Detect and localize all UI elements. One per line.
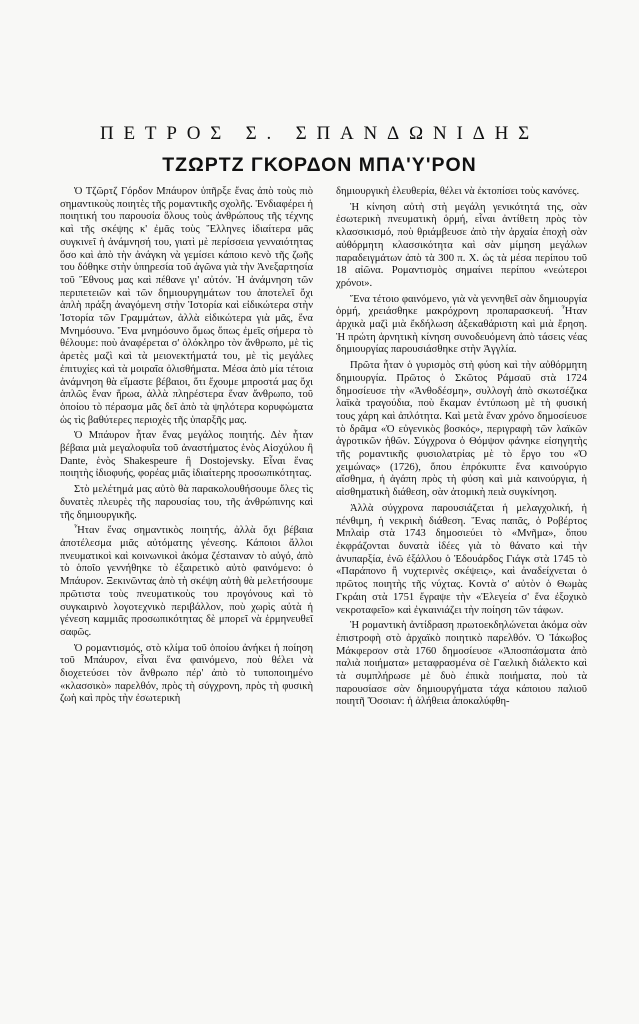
- right-column: [336, 186, 587, 712]
- paragraph: Ὁ Τζῶρτζ Γόρδον Μπάυρον ὑπῆρξε ἕνας ἀπὸ τοὺς πιὸ σημαντικοὺς ποιητὲς τῆς ρομαντικῆς σχολῆς. Ἐνδιαφέρει ἡ ποιητική του παρουσία ὅλους τοὺς ἀνθρώπους τῆς τέχνης καὶ τῆς σκέψης κ' ἐμᾶς τοὺς Ἕλληνες ἰδιαίτερα μᾶς συγκινεῖ ἡ ἀνάμνησή του, γιατὶ μὲ περίσσεια γενναιότητας ὅσο καὶ ἀπὸ τὴν ἀνάγκη νὰ γεμίσει κάποιο κενὸ τῆς ζωῆς του δόθηκε στὴν ὑπηρεσία τοῦ ἀγῶνα γιὰ τὴν Ἀνεξαρτησία τοῦ Ἔθνους μας καὶ πέθανε γι' αὐτόν. Ἡ ἀνάμνηση τῶν περιπετειῶν καὶ τῶν δημιουργημάτων του ἀποτελεῖ ὄχι ἁπλὴ πράξη ἀναγόμενη στὴν Ἱστορία καὶ εἰδικώτερα στὴν Ἱστορία τῶν Γραμμάτων, ἀλλὰ εἰδικώτερα γιὰ μᾶς, ἕνα Μνημόσυνο. Ἕνα μνημόσυνο ὅμως ὅπως ἐμεῖς σήμερα τὸ θέλουμε: ποὺ ἀναφέρεται σ' ὁλόκληρο τὸν ἄνθρωπο, μὲ τὶς ἀρετὲς μαζὶ καὶ τὰ μειονεκτήματά του, μὲ τὶς μεγάλες ἐπιτυχίες καὶ τὰ μοιραῖα ὀλισθήματα. Μέσα ἀπὸ μία τέτοια ἀνάμνηση θὰ εἴμαστε βέβαιοι, ὅτι ἔχουμε μπροστά μας ὄχι ἁπλῶς ἕναν ἥρωα, ἀλλὰ πληρέστερα ἕναν ἄνθρωπο, τοῦ ὁποίου τὸ πέρασμα μᾶς δεῖ ἀπὸ τὰ ψηλότερα κορυφώματα ὡς τὶς βαθύτερες περιοχὲς τῆς ὑπαρξῆς μας.: [60, 186, 313, 426]
- paragraph: Ἡ κίνηση αὐτὴ στὴ μεγάλη γενικότητά της, σὰν ἐσωτερικὴ πνευματικὴ ὁρμή, εἶναι ἀντίθετη πρὸς τὸν κλασσικισμό, ποὺ θριάμβευσε ἀπὸ τὴν ἀρχαία ἐποχὴ σὰν αὐθόρμητη κλασσικότητα καὶ σὰν μίμηση μεγάλων παραδειγμάτων ἀπὸ τὰ 300 π. Χ. ὡς τὰ μέσα περίπου τοῦ 18 αἰῶνα. Ρομαντισμὸς σημαίνει περίπου «νεώτεροι χρόνοι».: [336, 201, 587, 289]
- paragraph: Στὸ μελέτημά μας αὐτὸ θὰ παρακολουθήσουμε ὅλες τὶς δυνατὲς πλευρὲς τῆς παρουσίας του, τῆς ἀνθρώπινης καὶ τῆς δημιουργικῆς.: [60, 484, 313, 521]
- paragraph: Ἕνα τέτοιο φαινόμενο, γιὰ νὰ γεννηθεῖ σὰν δημιουργία ὁρμή, χρειάσθηκε μακρόχρονη προπαρασκευή. Ἦταν ἀρχικὰ μαζὶ μιὰ ἔκδήλωση ἀξεκαθάριστη καὶ μιὰ ἔρηση. Ἡ πρώτη ἀρνητικὴ κίνηση συνοδευόμενη ἀπὸ τάσεις νέας δημιουργίας παρουσιάσθηκε στὴν Ἀγγλία.: [336, 293, 587, 356]
- paragraph: Ἦταν ἕνας σημαντικὸς ποιητής, ἀλλὰ ὄχι βέβαια ἀποτέλεσμα μιᾶς αὐτόματης γένεσης. Κάποιοι ἄλλοι πνευματικοὶ καὶ κοινωνικοὶ ἀκόμα ζέσταιναν τὸ αὐγό, ἀπὸ τὸ ὁποῖο γεννήθηκε τὸ ἐξαιρετικὸ αὐτὸ φαινόμενο: ὁ Μπάυρον. Ξεκινῶντας ἀπὸ τὴ σκέψη αὐτὴ θὰ μελετήσουμε πρῶτιστα τοὺς πνευματικοὺς του προγόνους καὶ τὸ συγκαιρινὸ λογοτεχνικὸ περιβάλλον, ποὺ χωρὶς αὐτὰ ἡ γένεση καμμιᾶς προσωπικότητας δὲ μπορεῖ νὰ ἑρμηνευθεῖ σαφῶς.: [60, 525, 313, 638]
- paragraph: Ὁ Μπάυρον ἦταν ἕνας μεγάλος ποιητής. Δὲν ἦταν βέβαια μιὰ μεγαλοφυΐα τοῦ ἀναστήματος ἑνὸς Αἰσχύλου ἢ Dante, ἑνὸς Shakespeure ἢ Dostojevsky. Εἶναι ἕνας ποιητὴς ἰδιοφυής, φορέας μιᾶς ἰδιαίτερης προσωπικότητας.: [60, 430, 313, 480]
- author-name: ΠΕΤΡΟΣ Σ. ΣΠΑΝΔΩΝΙΔΗΣ: [100, 123, 539, 144]
- paragraph: Ὁ ρομαντισμός, στὸ κλίμα τοῦ ὁποίου ἀνήκει ἡ ποίηση τοῦ Μπάυρον, εἶναι ἕνα φαινόμενο, ποὺ θέλει νὰ διοχετεύσει τὸν ἄνθρωπο πέρ' ἀπὸ τὸ τυποποιημένο «κλασσικὸ» παρελθόν, πρὸς τὴ σύγχρονη, πρὸς τὴ φυσικὴ ζωὴ καὶ πρὸς τὴν ἐσωτερικὴ: [60, 642, 313, 705]
- paragraph: Πρῶτα ἦταν ὁ γυρισμὸς στὴ φύση καὶ τὴν αὐθόρμητη δημιουργία. Πρῶτος ὁ Σκῶτος Ράμσαϋ στὰ 1724 δημοσίευσε τὴν «Ἀνθοδέσμη», συλλογὴ ἀπὸ σκωτσέζικα λαϊκὰ τραγούδια, ποὺ ἔκαμαν ἐντύπωση μὲ τὴ φυσική τους χάρη καὶ ἀπλότητα. Καὶ μετὰ ἕναν χρόνο δημοσίευσε τὸ δρᾶμα «Ὁ εὐγενικὸς βοσκός», περιγραφὴ τῶν λαϊκῶν ἀγροτικῶν ἠθῶν. Σύγχρονα ὁ Θόμψον φάνηκε εἰσηγητὴς τῆς ρομαντικῆς φυσιολατρίας μὲ τὸ ἔργο του «Ὁ χειμώνας» (1726), ὅπου ἐπρόκυπτε ἕνα καινούργιο αἴσθημα, ἡ ἀγάπη πρὸς τὴ φύση καὶ μιὰ καινούργια, ἡ αἰσθηματικὴ διάθεση, σὰν ἀτομικὴ πειὰ συγκίνηση.: [336, 360, 587, 499]
- paragraph: Ἡ ρομαντικὴ ἀντίδραση πρωτοεκδηλώνεται ἀκόμα σὰν ἐπιστροφὴ στὸ ἀρχαϊκὸ ποιητικὸ παρελθόν. Ὁ Ἰάκωβος Μάκφερσον στὰ 1760 δημοσίευσε «Ἀποσπάσματα ἀπὸ παλιὰ ποιήματα» μεταφρασμένα σὲ Γαελικὴ διάλεκτο καὶ τὰ συμπλήρωσε μὲ δυὸ ἐπικὰ ποιήματα, ποὺ τὰ παρουσίασε σὰν δημιουργήματα τάχα κάποιου παλιοῦ ποιητῆ Ὄσσιαν: ἡ ἀλήθεια ἀποκαλύφθη-: [336, 620, 587, 708]
- paragraph: δημιουργικὴ ἐλευθερία, θέλει νὰ ἐκτοπίσει τοὺς κανόνες.: [336, 186, 580, 197]
- paragraph: Ἀλλὰ σύγχρονα παρουσιάζεται ἡ μελαγχολική, ἡ πένθιμη, ἡ νεκρικὴ διάθεση. Ἕνας παπᾶς, ὁ Ροβέρτος Μπλαὶρ στὰ 1743 δημοσιεύει τὸ «Μνῆμα», ὅπου ἐκφράζονται δυνατὰ ἰδέες γιὰ τὸ θάνατο καὶ τὴν ἀνυπαρξία, ἐνῶ ἐξάλλου ὁ Ἐδουάρδος Γιάγκ στὰ 1745 τὸ «Παράπονο ἢ νυχτερινὲς σκέψεις», καὶ ἀναδείχνεται ὁ πρῶτος ποιητὴς τῆς νύχτας. Κοντὰ σ' αὐτὸν ὁ Θωμὰς Γκράιη στὰ 1751 ἔγραψε τὴν «Ἐλεγεία σ' ἕνα ἐξοχικὸ νεκροταφεῖο» καὶ ἐγκαινιάζει τὴν ποίηση τῶν τάφων.: [336, 502, 587, 616]
- left-column: [60, 186, 313, 709]
- article-title: ΤΖΩΡΤΖ ΓΚΟΡΔΟΝ ΜΠΑ'Υ'ΡΟΝ: [162, 154, 477, 176]
